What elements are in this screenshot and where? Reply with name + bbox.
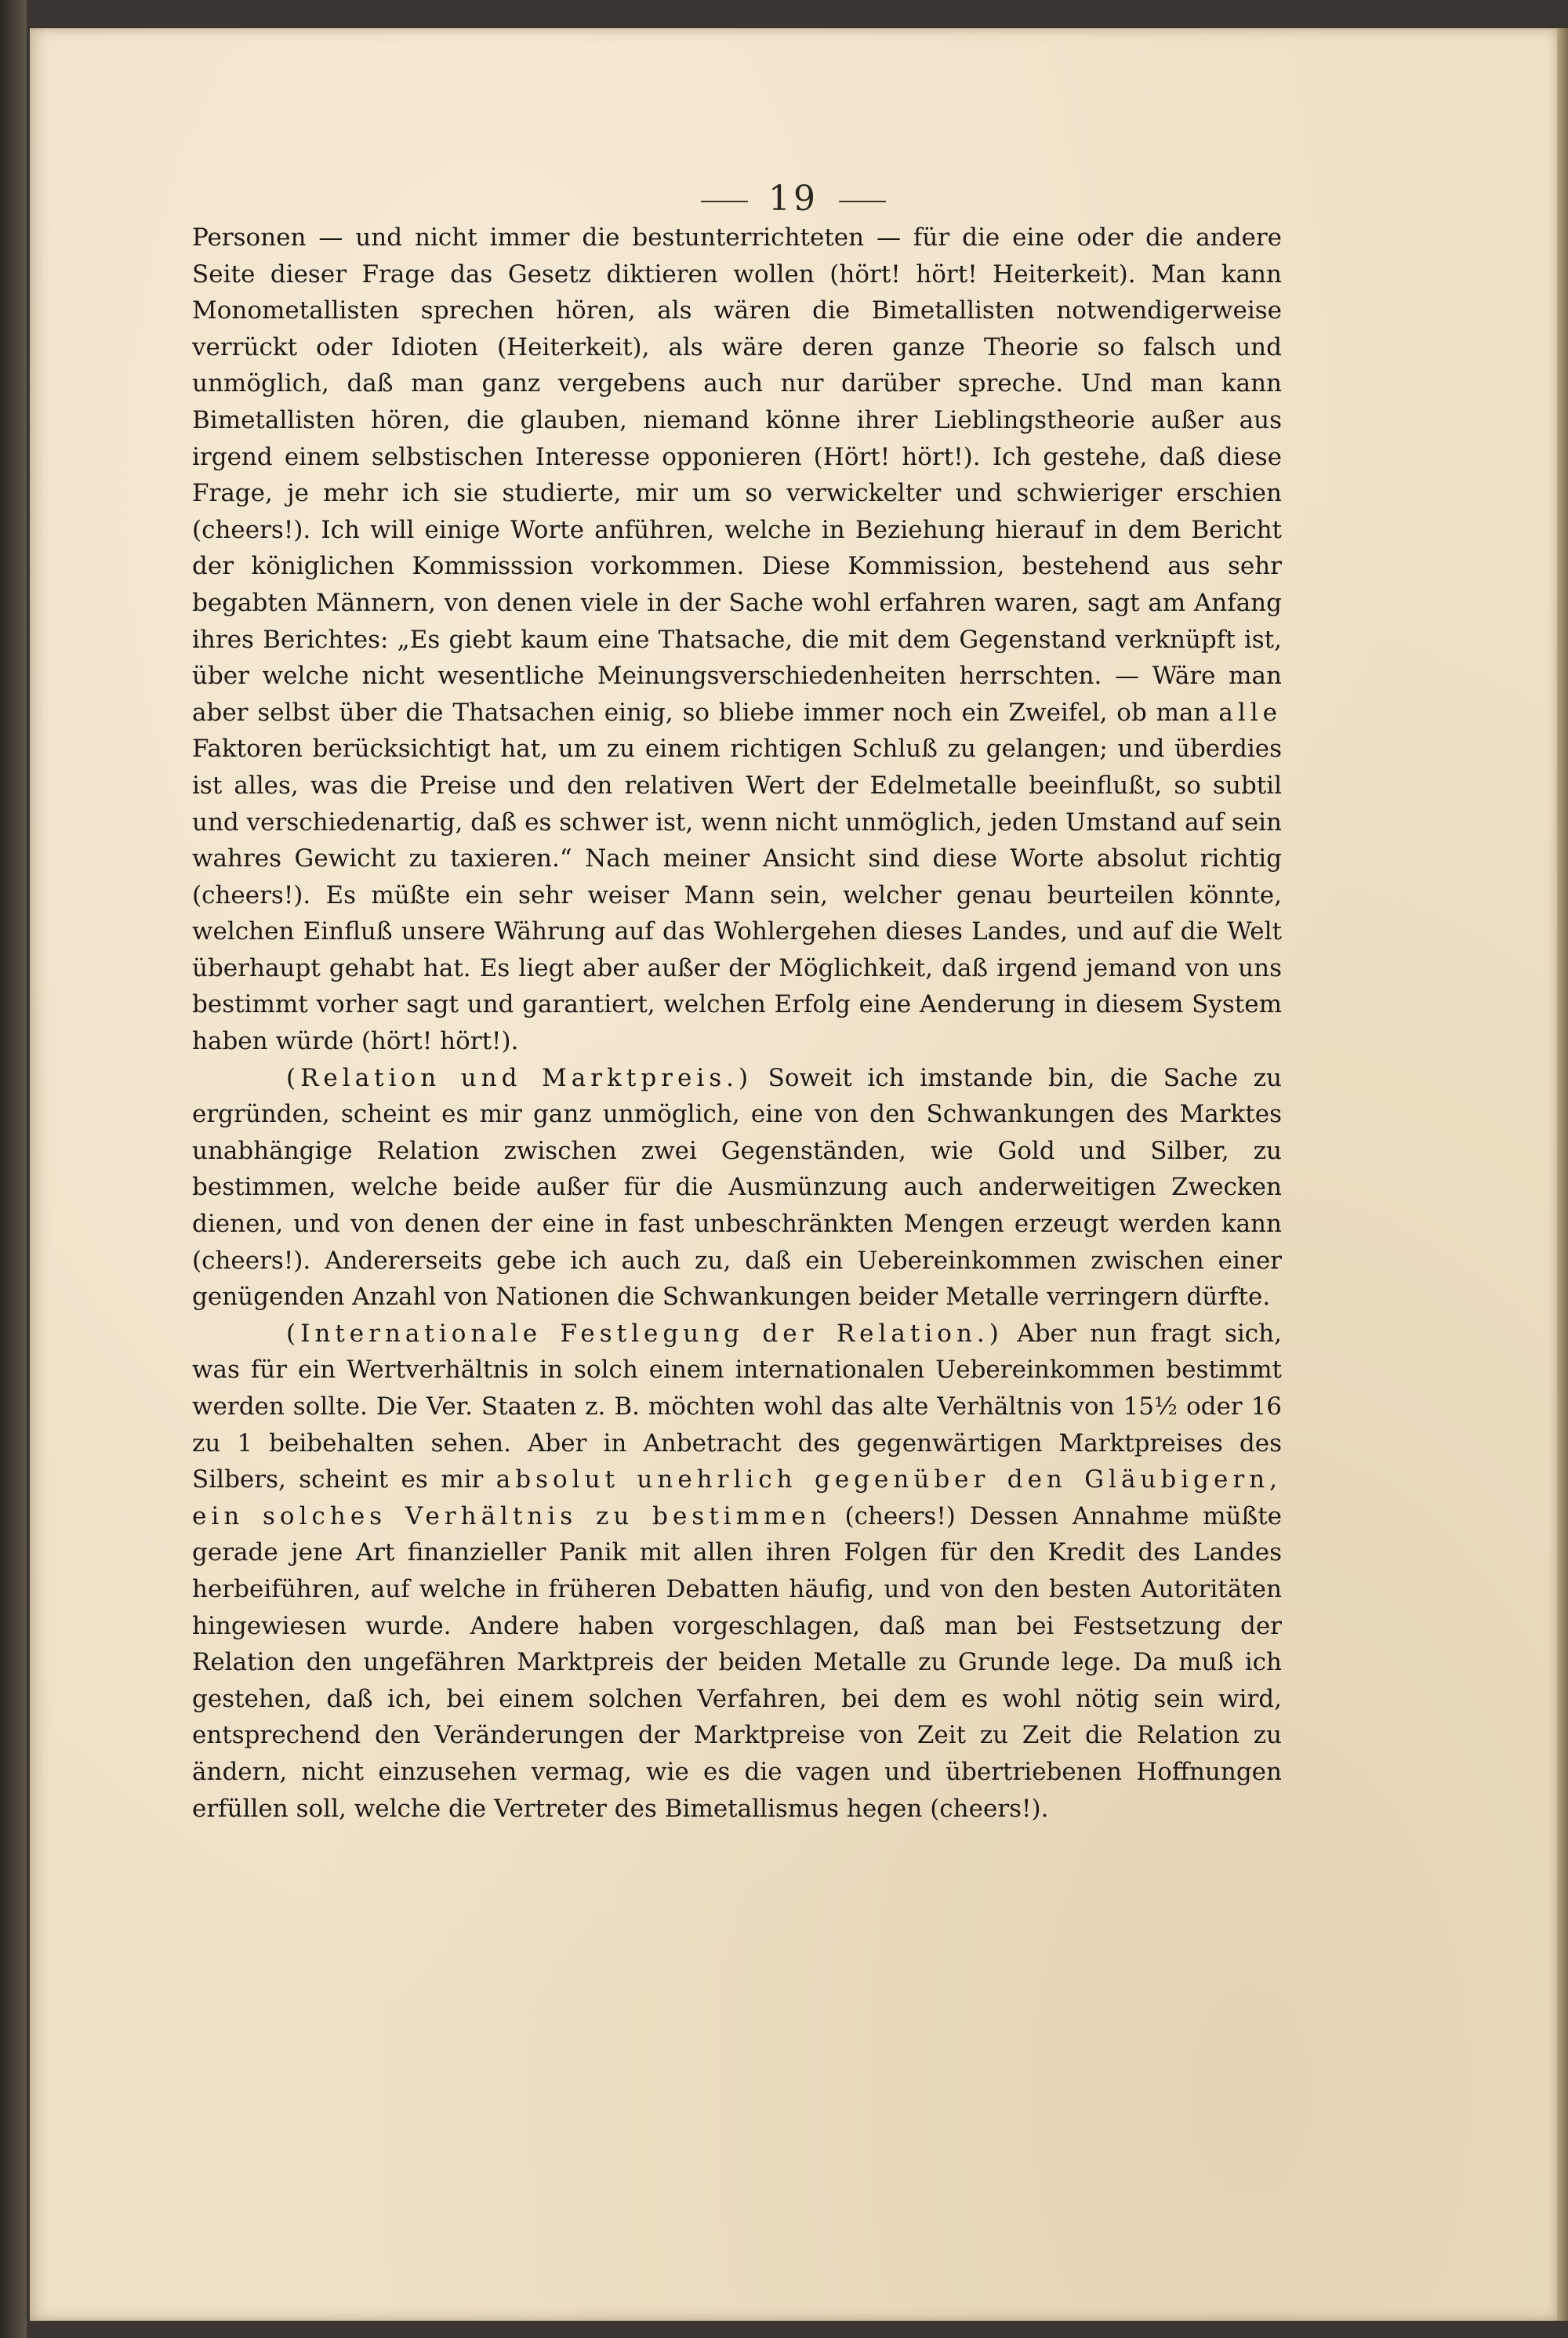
page-edge — [1557, 28, 1568, 2321]
paragraph-1 — [192, 220, 1282, 1060]
paragraph-3-emphasis: absolut unehrlich gegenüber den Gläubigern, ein solches Verhältnis zu bestimmen — [192, 1465, 1282, 1530]
paragraph-3-continuation: (cheers!) Dessen Annahme müßte gerade jene Art finanzieller Panik mit allen ihren Folgen für den Kredit des Landes herbeiführen, auf welche in früheren Debatten häufig, und von den besten Autoritäten hingewiesen wurde. Andere haben vorgeschlagen, daß man bei Festsetzung der Relation den ungefähren Marktpreis der beiden Metalle zu Grunde lege. Da muß ich gestehen, daß ich, bei einem solchen Verfahren, bei dem es wohl nötig sein wird, entsprechend den Veränderungen der Marktpreise von Zeit zu Zeit die Relation zu ändern, nicht einzusehen vermag, wie es die vagen und übertriebenen Hoffnungen erfüllen soll, welche die Vertreter des Bimetallismus hegen (cheers!). — [192, 1501, 1282, 1823]
page-number-dash-left — [701, 201, 748, 202]
paragraph-2-text: Soweit ich imstande bin, die Sache zu ergründen, scheint es mir ganz unmöglich, eine von den Schwankungen des Marktes unabhängige Relation zwischen zwei Gegenständen, wie Gold und Silber, zu bestimmen, welche beide außer für die Ausmünzung auch anderweitigen Zwecken dienen, und von denen der eine in fast unbeschränkten Mengen erzeugt werden kann (cheers!). Andererseits gebe ich auch zu, daß ein Uebereinkommen zwischen einer genügenden Anzahl von Nationen die Schwankungen beider Metalle verringern dürfte. — [192, 1063, 1282, 1312]
section-heading-international: (Internationale Festlegung der Relation.) — [286, 1319, 1004, 1348]
page-number-label: 19 — [768, 179, 818, 219]
paragraph-1-continuation: Faktoren berücksichtigt hat, um zu einem richtigen Schluß zu gelangen; und überdies ist alles, was die Preise und den relativen Wert der Edelmetalle beeinflußt, so subtil und verschiedenartig, daß es schwer ist, wenn nicht unmöglich, jeden Umstand auf sein wahres Gewicht zu taxieren.“ Nach meiner Ansicht sind diese Worte absolut richtig (cheers!). Es müßte ein sehr weiser Mann sein, welcher genau beurteilen könnte, welchen Einfluß unsere Währung auf das Wohlergehen dieses Landes, und auf die Welt überhaupt gehabt hat. Es liegt aber außer der Möglichkeit, daß irgend jemand von uns bestimmt vorher sagt und garantiert, welchen Erfolg eine Aenderung in diesem System haben würde (hört! hört!). — [192, 735, 1282, 1056]
paragraph-3 — [192, 1316, 1282, 1827]
paragraph-1-text: Personen — und nicht immer die bestunterrichteten — für die eine oder die andere Seite dieser Frage das Gesetz diktieren wollen (hört! hört! Heiterkeit). Man kann Monometallisten sprechen hören, als wären die Bimetallisten notwendigerweise verrückt oder Idioten (Heiterkeit), als wäre deren ganze Theorie so falsch und unmöglich, daß man ganz vergebens auch nur darüber spreche. Und man kann Bimetallisten hören, die glauben, niemand könne ihrer Lieblingstheorie außer aus irgend einem selbstischen Interesse opponieren (Hört! hört!). Ich gestehe, daß diese Frage, je mehr ich sie studierte, mir um so verwickelter und schwieriger erschien (cheers!). Ich will einige Worte anführen, welche in Beziehung hierauf in dem Bericht der königlichen Kommisssion vorkommen. Diese Kommission, bestehend aus sehr begabten Männern, von denen viele in der Sache wohl erfahren waren, sagt am Anfang ihres Berichtes: „Es giebt kaum eine Thatsache, die mit dem Gegenstand verknüpft ist, über welche nicht wesentliche Meinungsverschiedenheiten herrschten. — Wäre man aber selbst über die Thatsachen einig, so bliebe immer noch ein Zweifel, ob man — [192, 223, 1282, 727]
paragraph-1-emphasis: alle — [1218, 698, 1283, 727]
paragraph-3-text: Aber nun fragt sich, was für ein Wertverhältnis in solch einem internationalen Uebereinkommen bestimmt werden sollte. Die Ver. Staaten z. B. möchten wohl das alte Verhältnis von 15½ oder 16 zu 1 beibehalten sehen. Aber in Anbetracht des gegenwärtigen Marktpreises des Silbers, scheint es mir — [192, 1319, 1282, 1494]
book-binding — [0, 0, 27, 2338]
page-number — [30, 179, 1557, 219]
page-number-dash-right — [839, 201, 886, 202]
section-heading-relation: (Relation und Marktpreis.) — [286, 1063, 753, 1092]
body-text — [192, 220, 1282, 1827]
paragraph-2 — [192, 1060, 1282, 1316]
